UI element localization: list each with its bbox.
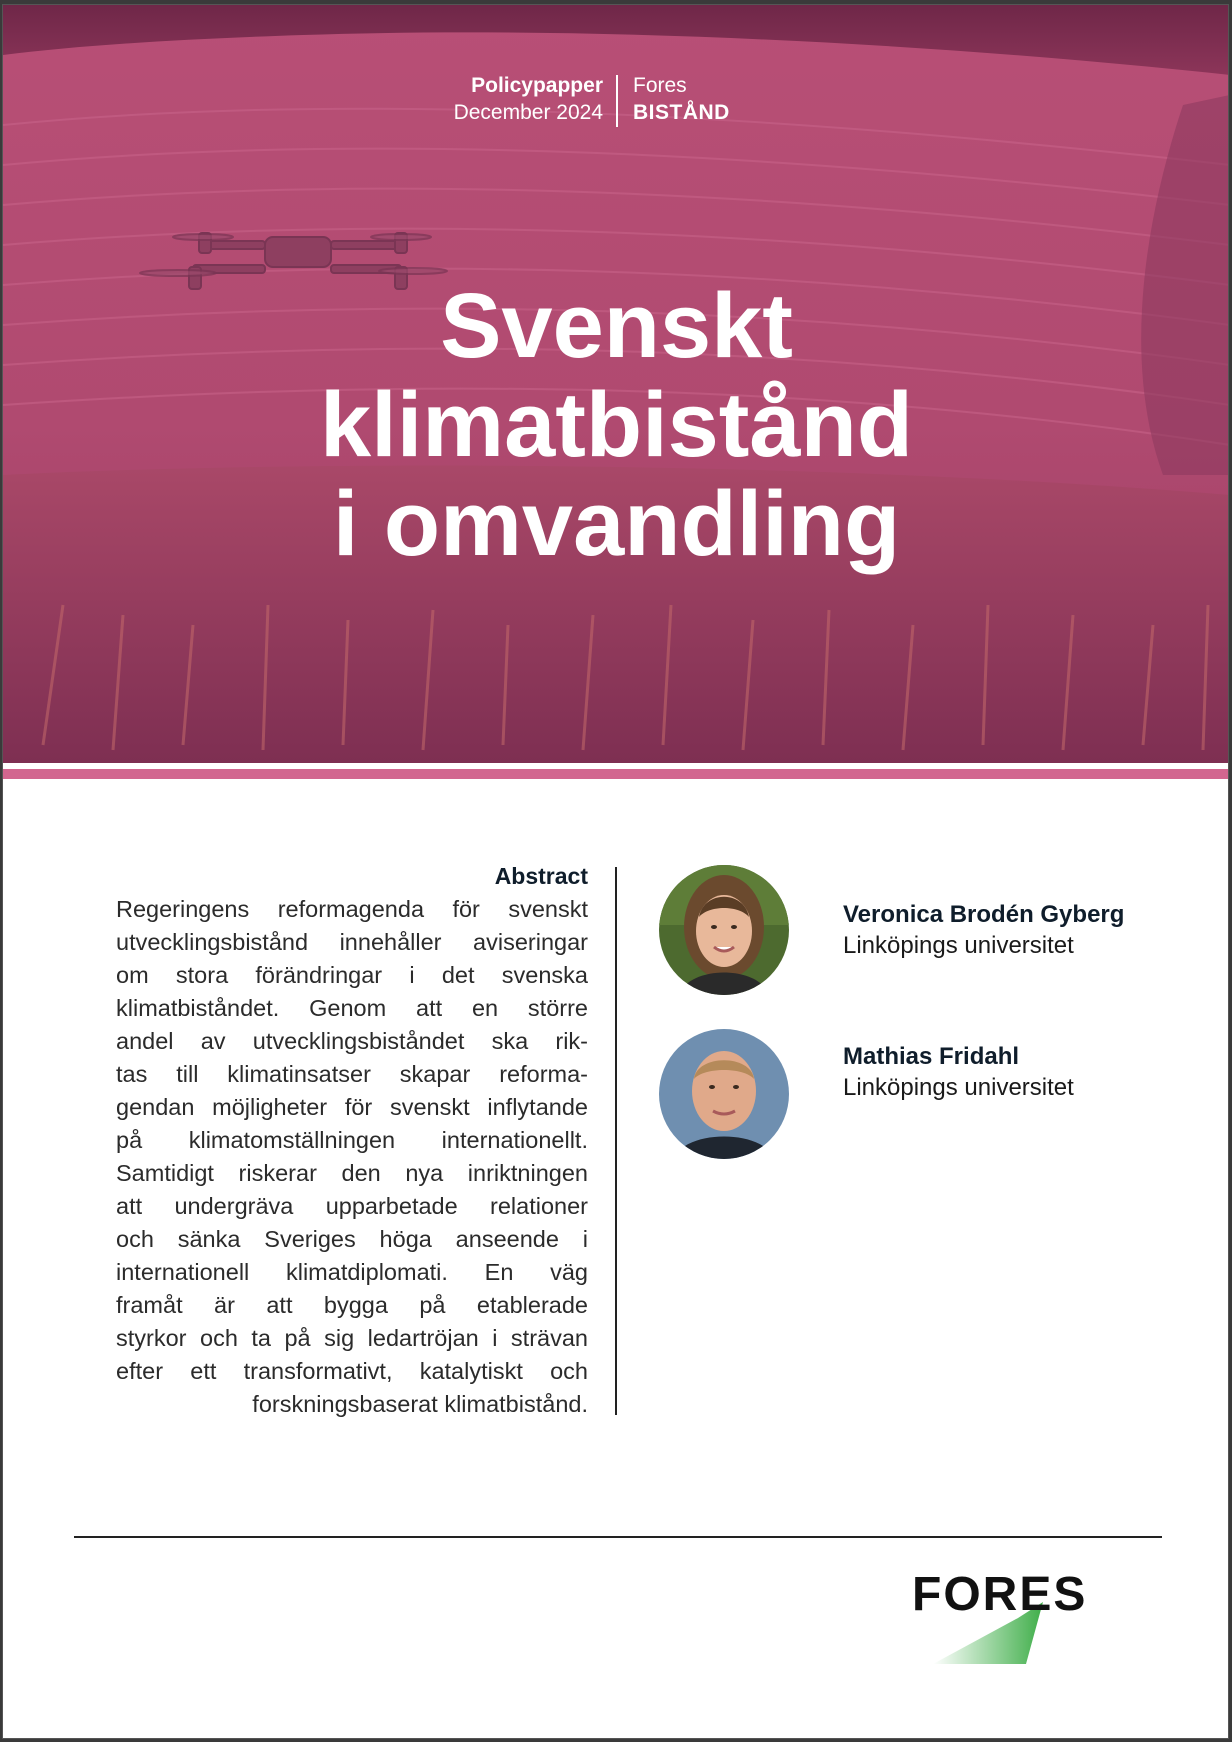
abstract-line: Regeringens reformagenda för svenskt — [116, 896, 588, 922]
header-divider — [616, 75, 618, 127]
doc-date: December 2024 — [453, 101, 603, 124]
document-page — [2, 4, 1229, 1739]
abstract-line: om stora förändringar i det svenska — [116, 962, 588, 988]
abstract-line: på klimatomställningen internationellt. — [116, 1127, 588, 1153]
doc-type: Policypapper — [471, 74, 603, 97]
author-2-name: Mathias Fridahl — [843, 1043, 1020, 1070]
fores-logo — [908, 1568, 1118, 1668]
author-1-affiliation: Linköpings universitet — [843, 932, 1074, 959]
abstract-line: Samtidigt riskerar den nya inriktningen — [116, 1160, 588, 1186]
avatar-author-2 — [659, 1029, 789, 1159]
hero-banner — [3, 5, 1229, 763]
abstract-line: klimatbiståndet. Genom att en större — [116, 995, 588, 1021]
abstract-line: tas till klimatinsatser skapar reforma- — [116, 1061, 588, 1087]
footer-rule — [74, 1536, 1162, 1538]
series-name: BISTÅND — [633, 101, 730, 124]
header-meta-left — [454, 72, 603, 126]
title-line-1: Svenskt — [440, 275, 793, 377]
abstract-line: efter ett transformativt, katalytiskt och — [116, 1358, 588, 1384]
document-title — [3, 277, 1229, 574]
abstract-line: gendan möjligheter för svenskt inflytande — [116, 1094, 588, 1120]
author-1-name: Veronica Brodén Gyberg — [843, 901, 1125, 928]
logo-wordmark: FORES — [912, 1568, 1088, 1621]
title-line-2: klimatbistånd — [319, 374, 913, 476]
avatar-author-1 — [659, 865, 789, 995]
abstract-line: framåt är att bygga på etablerade — [116, 1292, 588, 1318]
abstract-line: styrkor och ta på sig ledartröjan i strävan — [116, 1325, 588, 1351]
abstract-line: och sänka Sveriges höga anseende i — [116, 1226, 588, 1252]
abstract-line: andel av utvecklingsbiståndet ska rik- — [116, 1028, 588, 1054]
abstract-line: att undergräva upparbetade relationer — [116, 1193, 588, 1219]
author-2-affiliation: Linköpings universitet — [843, 1074, 1074, 1101]
abstract-body — [116, 893, 588, 1421]
abstract-heading: Abstract — [494, 863, 588, 889]
abstract-line: utvecklingsbistånd innehåller aviseringar — [116, 929, 588, 955]
title-line-3: i omvandling — [332, 473, 901, 575]
abstract-line: internationell klimatdiplomati. En väg — [116, 1259, 588, 1285]
hero-separator-accent — [3, 769, 1229, 779]
column-divider — [615, 867, 617, 1415]
header-meta-right — [633, 72, 730, 126]
abstract-line: forskningsbaserat klimatbistånd. — [252, 1391, 588, 1417]
org-name: Fores — [633, 74, 687, 97]
